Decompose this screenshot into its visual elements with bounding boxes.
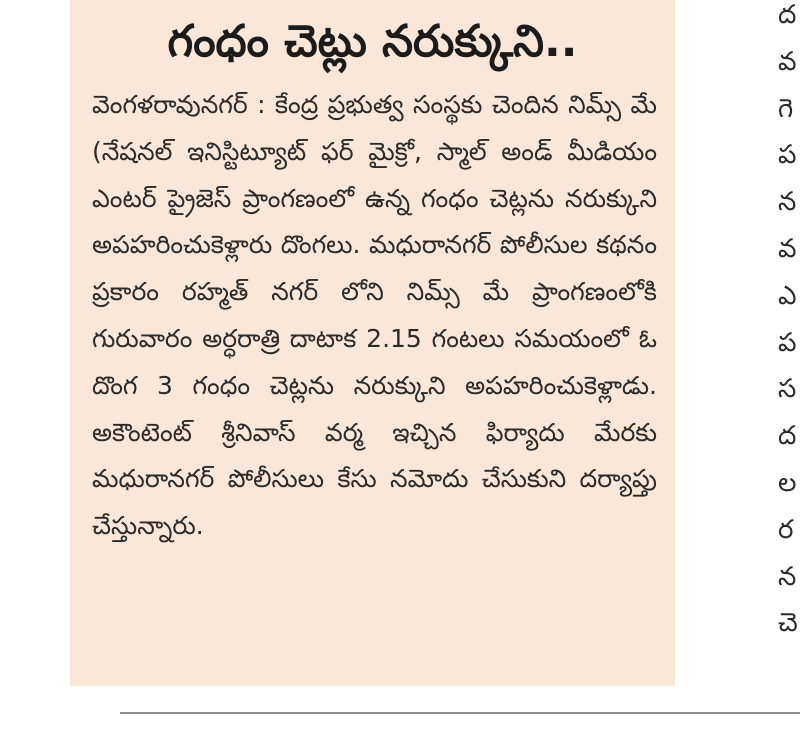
adjacent-column-char: న — [778, 561, 797, 592]
bottom-divider — [120, 712, 800, 714]
adjacent-column-char: ద — [778, 0, 797, 30]
adjacent-column-char: ల — [778, 468, 797, 498]
adjacent-column-char: గె — [778, 93, 794, 124]
adjacent-column-char: న — [778, 187, 797, 218]
adjacent-column-char: ర — [778, 514, 794, 545]
adjacent-column-char: ఎ — [778, 280, 797, 311]
article-headline: గంధం చెట్లు నరుక్కుని.. — [167, 16, 578, 67]
adjacent-column-char: స — [778, 374, 797, 405]
adjacent-column-char: వ — [778, 46, 797, 77]
adjacent-column-fragment — [770, 0, 800, 660]
adjacent-column-char: ద — [778, 421, 797, 452]
adjacent-column-char: ప — [778, 140, 797, 171]
adjacent-column-char: ప — [778, 327, 797, 358]
adjacent-column-char: వ — [778, 234, 797, 264]
adjacent-column-char: చె — [778, 608, 798, 639]
article-body: వెంగళరావునగర్ : కేంద్ర ప్రభుత్వ సంస్థకు చెందిన నిమ్స్ మే (నేషనల్ ఇనిస్టిట్యూట్ ఫర్ మైక్రో, స్మాల్ అండ్ మీడియం ఎంటర్ ప్రైజెస్ ప్రాంగణంలో ఉన్న గంధం చెట్లను నరుక్కుని అపహరించుకెళ్లారు దొంగలు. మధురానగర్ పోలీసుల కథనం ప్రకారం రహ్మత్ నగర్ లోని నిమ్స్ మే ప్రాంగణంలోకి గురువారం అర్ధరాత్రి దాటాక 2.15 గంటలు సమయంలో ఓ దొంగ 3 గంధం చెట్లను నరుక్కుని అపహరించుకెళ్లాడు. అకౌంటెంట్ శ్రీనివాస్ వర్మ ఇచ్చిన ఫిర్యాదు మేరకు మధురానగర్ పోలీసులు కేసు నమోదు చేసుకుని దర్యాప్తు చేస్తున్నారు. — [92, 90, 657, 541]
news-article — [70, 0, 675, 686]
